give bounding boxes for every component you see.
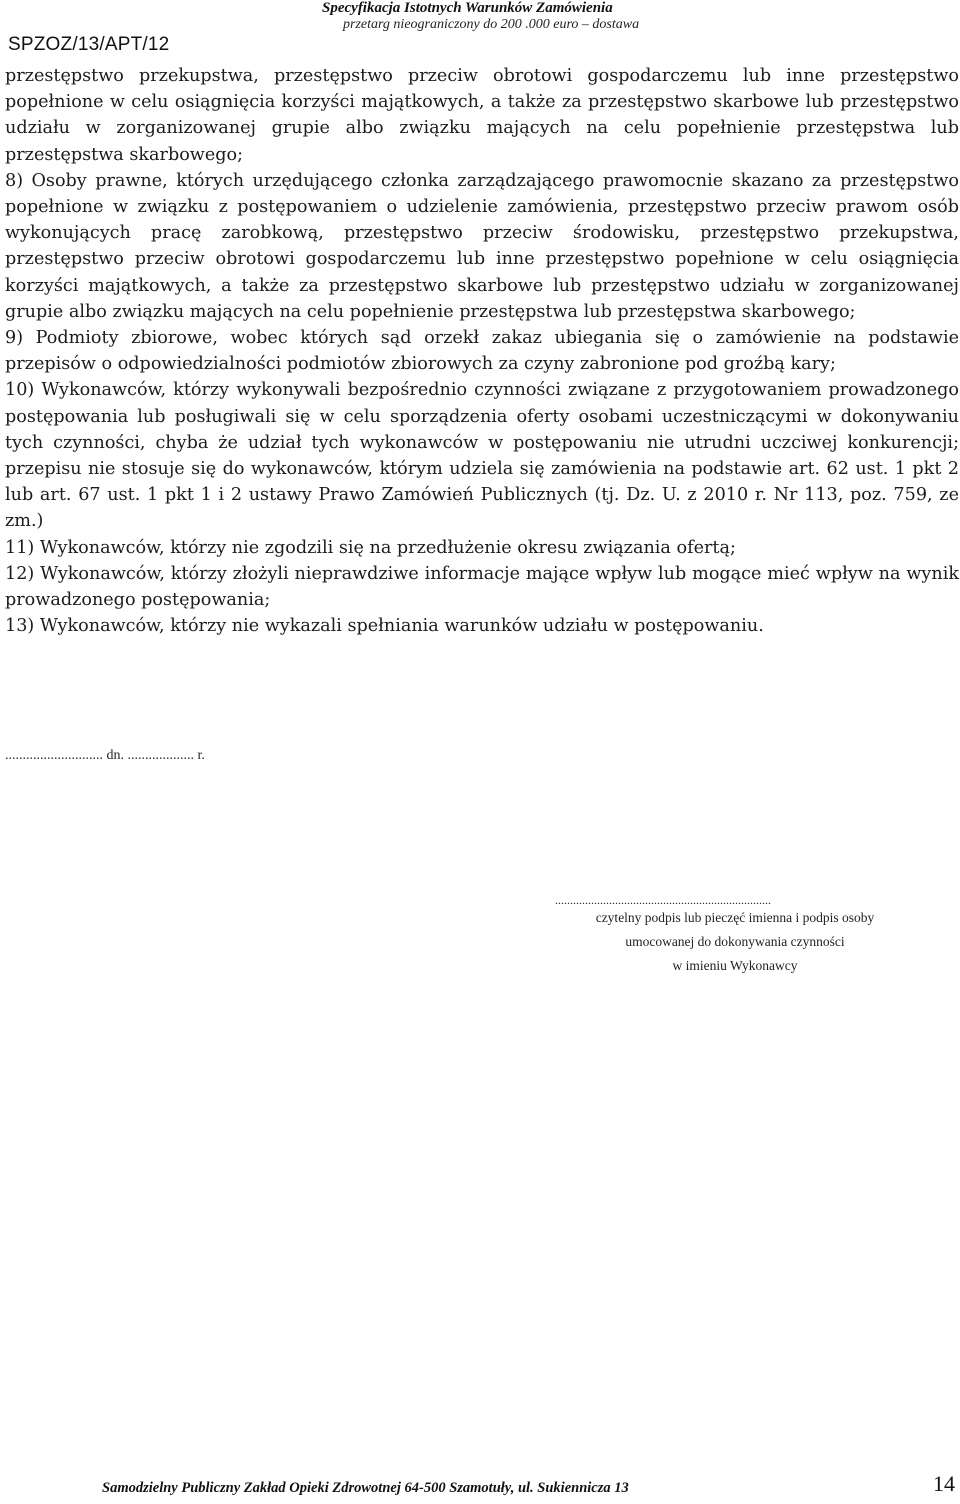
list-item-8: 8) Osoby prawne, których urzędującego członka zarządzającego prawomocnie skazano za przestępstwo popełnione w związku z postępowaniem o udzielenie zamówienia, przestępstwo przeciw prawom osób wykonujących pracę zarobkową, przestępstwo przeciw środowisku, przestępstwo przekupstwa, przestępstwo przeciw obrotowi gospodarczemu lub inne przestępstwo popełnione w celu osiągnięcia korzyści majątkowych, a także za przestępstwo skarbowe lub przestępstwo udziału w zorganizowanej grupie albo związku mających na celu popełnienie przestępstwa lub przestępstwa skarbowego; <box>5 170 959 322</box>
signature-caption-line-3: w imieniu Wykonawcy <box>672 958 798 973</box>
signature-caption-line-2: umocowanej do dokonywania czynności <box>625 934 845 949</box>
specification-title: Specyfikacja Istotnych Warunków Zamówienia <box>322 0 613 16</box>
signature-caption <box>540 906 930 978</box>
page-header <box>0 0 960 60</box>
paragraph-continuation: przestępstwo przekupstwa, przestępstwo przeciw obrotowi gospodarczemu lub inne przestępstwo popełnione w celu osiągnięcia korzyści majątkowych, a także za przestępstwo skarbowe lub przestępstwo udziału w zorganizowanej grupie albo związku mających na celu popełnienie przestępstwa lub przestępstwa skarbowego; <box>5 66 959 165</box>
document-code: SPZOZ/13/APT/12 <box>8 34 170 55</box>
list-item-13: 13) Wykonawców, którzy nie wykazali spełniania warunków udziału w postępowaniu. <box>5 616 764 637</box>
list-item-11: 11) Wykonawców, którzy nie zgodzili się na przedłużenie okresu związania ofertą; <box>5 537 736 558</box>
page-number: 14 <box>933 1471 955 1496</box>
signature-caption-line-1: czytelny podpis lub pieczęć imienna i podpis osoby <box>595 910 875 925</box>
document-body <box>5 63 959 639</box>
list-item-10: 10) Wykonawców, którzy wykonywali bezpośrednio czynności związane z przygotowaniem prowadzonego postępowania lub posługiwali się w celu sporządzenia oferty osobami uczestniczącymi w dokonywaniu tych czynności, chyba że udział tych wykonawców w postępowaniu nie utrudni uczciwej konkurencji; przepisu nie stosuje się do wykonawców, którym udziela się zamówienia na podstawie art. 62 ust. 1 pkt 2 lub art. 67 ust. 1 pkt 1 i 2 ustawy Prawo Zamówień Publicznych (tj. Dz. U. z 2010 r. Nr 113, poz. 759, ze zm.) <box>5 380 959 532</box>
list-item-12: 12) Wykonawców, którzy złożyli nieprawdziwe informacje mające wpływ lub mogące mieć wpływ na wynik prowadzonego postępowania; <box>5 563 959 611</box>
specification-subtitle: przetarg nieograniczony do 200 .000 euro – dostawa <box>343 17 640 32</box>
list-item-9: 9) Podmioty zbiorowe, wobec których sąd orzekł zakaz ubiegania się o zamówienie na podstawie przepisów o odpowiedzialności podmiotów zbiorowych za czyny zabronione pod groźbą kary; <box>5 328 959 375</box>
date-line: ............................ dn. ................... r. <box>5 748 205 763</box>
footer-address: Samodzielny Publiczny Zakład Opieki Zdrowotnej 64-500 Szamotuły, ul. Sukiennicza 13 <box>102 1480 629 1496</box>
page-footer <box>0 1470 960 1504</box>
signature-dotted-line: ........................................................................ <box>555 893 771 907</box>
